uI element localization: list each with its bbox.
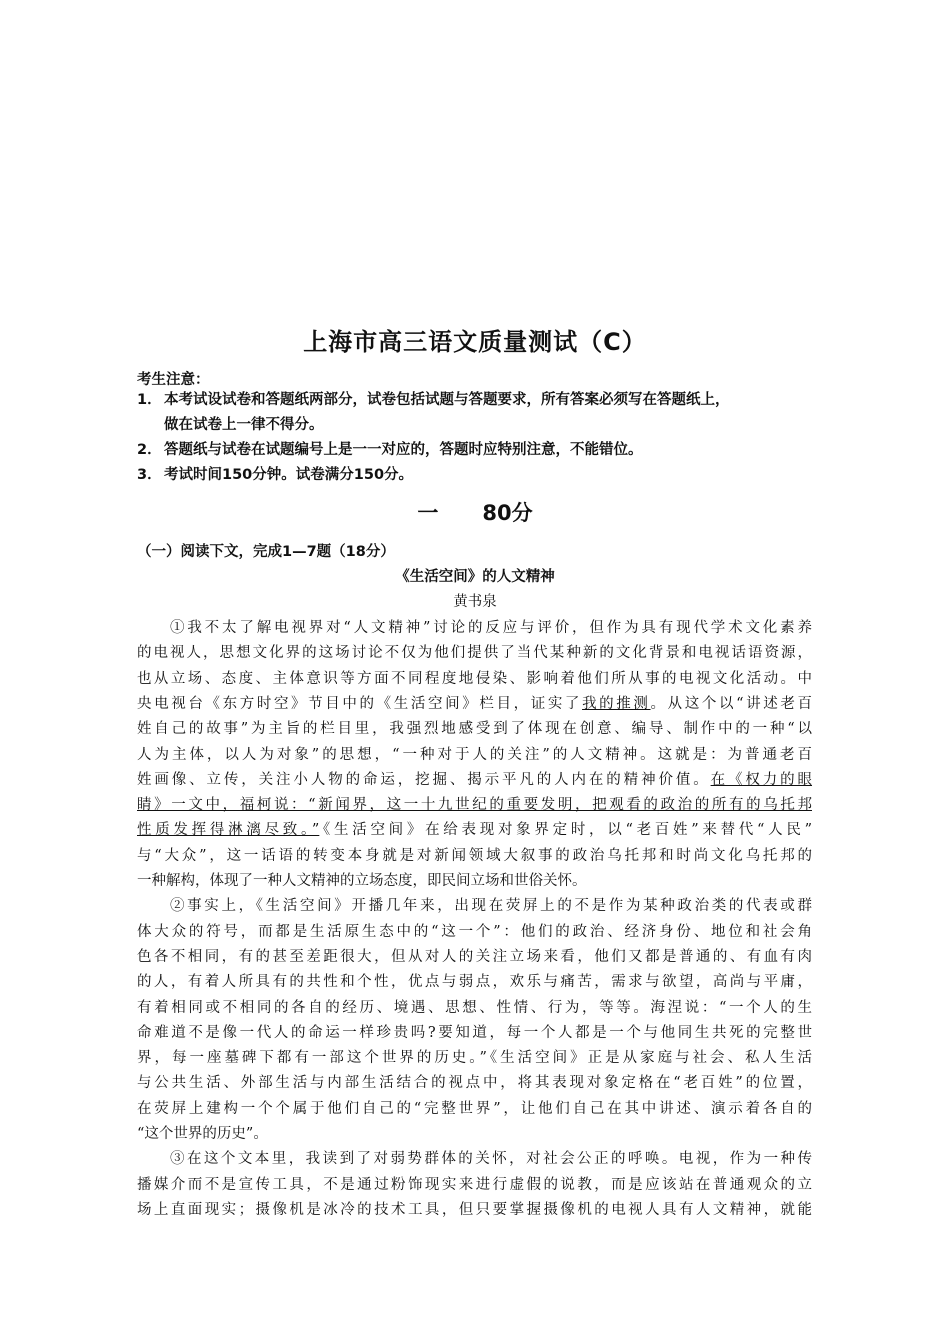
line-text: 姓自己的故事”为主旨的栏目里，我强烈地感受到了体现在创意、编导、制作中的一种“以 [137, 721, 812, 738]
line-text: 。从这个以“讲述老百 [650, 695, 813, 712]
article-line [137, 767, 812, 793]
article-line [137, 944, 812, 970]
underlined-text: 性质发挥得淋漓尽致。” [137, 822, 320, 839]
line-text: 的人，有着人所具有的共性和个性，优点与弱点，欢乐与痛苦，需求与欲望，高尚与平庸， [137, 974, 812, 991]
page-title: 上海市高三语文质量测试（C） [303, 328, 647, 356]
notice-item-number: 1． [137, 392, 162, 408]
article-line [137, 792, 812, 818]
line-text: 也从立场、态度、主体意识等方面不同程度地侵染、影响着他们所从事的电视文化活动。中 [137, 670, 812, 687]
line-text: 一种解构，体现了一种人文精神的立场态度，即民间立场和世俗关怀。 [137, 873, 587, 889]
section-heading [0, 497, 950, 527]
article-line [137, 1045, 812, 1071]
notice-item-text: 答题纸与试卷在试题编号上是一一对应的，答题时应特别注意，不能错位。 [164, 442, 643, 458]
line-text: 《生活空间》在给表现对象界定时，以“老百姓”来替代“人民” [319, 822, 812, 839]
line-text: 的电视人，思想文化界的这场讨论不仅为他们提供了当代某种新的文化背景和电视话语资源， [137, 645, 812, 662]
section-score: 80分 [482, 501, 533, 525]
article-title: 《生活空间》的人文精神 [395, 568, 555, 585]
article-line [137, 995, 812, 1021]
article-line [137, 1197, 812, 1223]
line-text: 姓画像、立传，关注小人物的命运，挖掘、揭示平凡的人内在的精神价值。 [137, 771, 711, 788]
underlined-text: 睛》一文中，福柯说：“新闻界，这一十九世纪的重要发明，把观看的政治的所有的乌托邦 [137, 797, 812, 814]
article-line [137, 1096, 812, 1122]
article-line [170, 1146, 812, 1172]
notice-item [137, 463, 413, 488]
article-line [137, 1121, 812, 1147]
underlined-text: 在《权力的眼 [710, 771, 813, 788]
line-text: 与“大众”，这一话语的转变本身就是对新闻领域大叙事的政治乌托邦和时尚文化乌托邦的 [137, 847, 812, 864]
article-line [137, 1020, 812, 1046]
notice-item-number: 2． [137, 442, 162, 458]
line-text: “这个世界的历史”。 [137, 1126, 268, 1142]
section-number: 一 [417, 501, 439, 525]
article-line [137, 640, 812, 666]
article-line [137, 742, 812, 768]
notice-item-text: 本考试设试卷和答题纸两部分，试卷包括试题与答题要求，所有答案必须写在答题纸上， [164, 392, 730, 408]
line-text: 在荧屏上建构一个个属于他们自己的“完整世界”，让他们自己在其中讲述、演示着各自的 [137, 1100, 812, 1117]
notice-item-text: 做在试卷上一律不得分。 [164, 417, 324, 433]
question-instruction: （一）阅读下文，完成1—7题（18分） [137, 544, 395, 560]
line-text: 界，每一座墓碑下都有一部这个世界的历史。”《生活空间》正是从家庭与社会、私人生活 [137, 1050, 812, 1067]
article-line [137, 817, 812, 843]
notice-item-text: 考试时间150分钟。试卷满分150分。 [164, 467, 414, 483]
line-text: 命难道不是像一代人的命运一样珍贵吗?要知道，每一个人都是一个与他同生共死的完整世 [137, 1024, 812, 1041]
notice-item [137, 388, 827, 438]
article-line [137, 919, 812, 945]
article-line [137, 691, 812, 717]
article-author: 黄书泉 [453, 594, 497, 610]
underlined-text: 我的推测 [582, 695, 651, 712]
article-line [137, 1070, 812, 1096]
line-text: 播媒介而不是宣传工具，不是通过粉饰现实来进行虚假的说教，而是应该站在普通观众的立 [137, 1176, 812, 1193]
notice-item-number: 3． [137, 467, 162, 483]
article-line [137, 666, 812, 692]
line-text: 体大众的符号，而都是生活原生态中的“这一个”：他们的政治、经济身份、地位和社会角 [137, 923, 812, 940]
notice-heading: 考生注意： [137, 372, 210, 388]
article-line [137, 868, 812, 894]
line-text: 人为主体，以人为对象”的思想，“一种对于人的关注”的人文精神。这就是：为普通老百 [137, 746, 812, 763]
notice-item [137, 438, 643, 463]
line-text: ②事实上，《生活空间》开播几年来，出现在荧屏上的不是作为某种政治类的代表或群 [170, 898, 812, 915]
article-line [170, 893, 812, 919]
line-text: 色各不相同，有的甚至差距很大，但从对人的关注立场来看，他们又都是普通的、有血有肉 [137, 948, 812, 965]
article-line [137, 716, 812, 742]
article-line [170, 615, 812, 641]
line-text: 场上直面现实；摄像机是冰冷的技术工具，但只要掌握摄像机的电视人具有人文精神，就能 [137, 1201, 812, 1218]
article-line [137, 843, 812, 869]
line-text: 央电视台《东方时空》节目中的《生活空间》栏目，证实了 [137, 695, 583, 712]
line-text: ①我不太了解电视界对“人文精神”讨论的反应与评价，但作为具有现代学术文化素养 [170, 620, 812, 636]
article-line [137, 1172, 812, 1198]
article-line [137, 969, 812, 995]
line-text: 与公共生活、外部生活与内部生活结合的视点中，将其表现对象定格在“老百姓”的位置， [137, 1075, 812, 1092]
line-text: ③在这个文本里，我读到了对弱势群体的关怀，对社会公正的呼唤。电视，作为一种传 [170, 1151, 812, 1168]
line-text: 有着相同或不相同的各自的经历、境遇、思想、性情、行为，等等。海涅说：“一个人的生 [137, 999, 812, 1016]
